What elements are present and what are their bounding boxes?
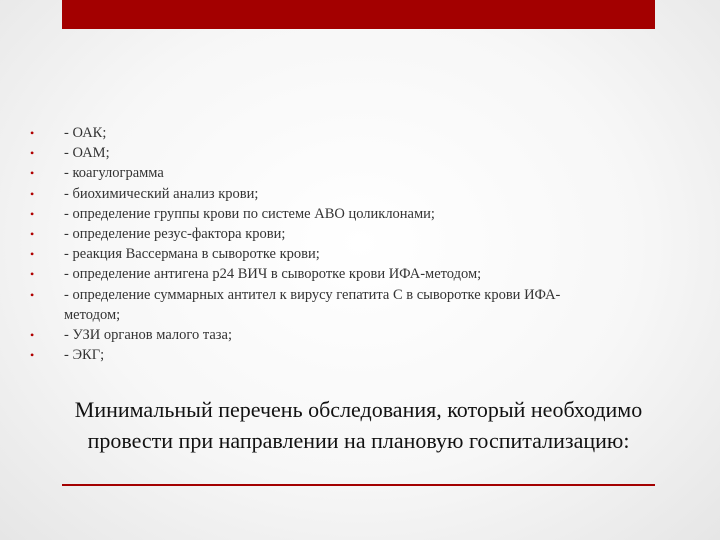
- list-item: • - УЗИ органов малого таза;: [30, 325, 590, 345]
- list-item: • - ЭКГ;: [30, 345, 590, 365]
- slide-title: Минимальный перечень обследования, который необходимо провести при направлении на плановую госпитализацию:: [74, 397, 643, 453]
- examination-list: [30, 123, 590, 365]
- title-underline: [62, 484, 655, 486]
- list-item: • - ОАК;: [30, 123, 590, 143]
- list-item: • - ОАМ;: [30, 143, 590, 163]
- list-item: • - определение резус-фактора крови;: [30, 224, 590, 244]
- top-accent-bar: [62, 0, 655, 29]
- list-item: • - определение группы крови по системе АВО цоликлонами;: [30, 204, 590, 224]
- list-item: • - биохимический анализ крови;: [30, 184, 590, 204]
- list-item: • - коагулограмма: [30, 163, 590, 183]
- list-item: • - определение антигена р24 ВИЧ в сыворотке крови ИФА-методом;: [30, 264, 590, 284]
- list-item: • - реакция Вассермана в сыворотке крови;: [30, 244, 590, 264]
- list-item: • - определение суммарных антител к вирусу гепатита С в сыворотке крови ИФА-методом;: [30, 285, 590, 325]
